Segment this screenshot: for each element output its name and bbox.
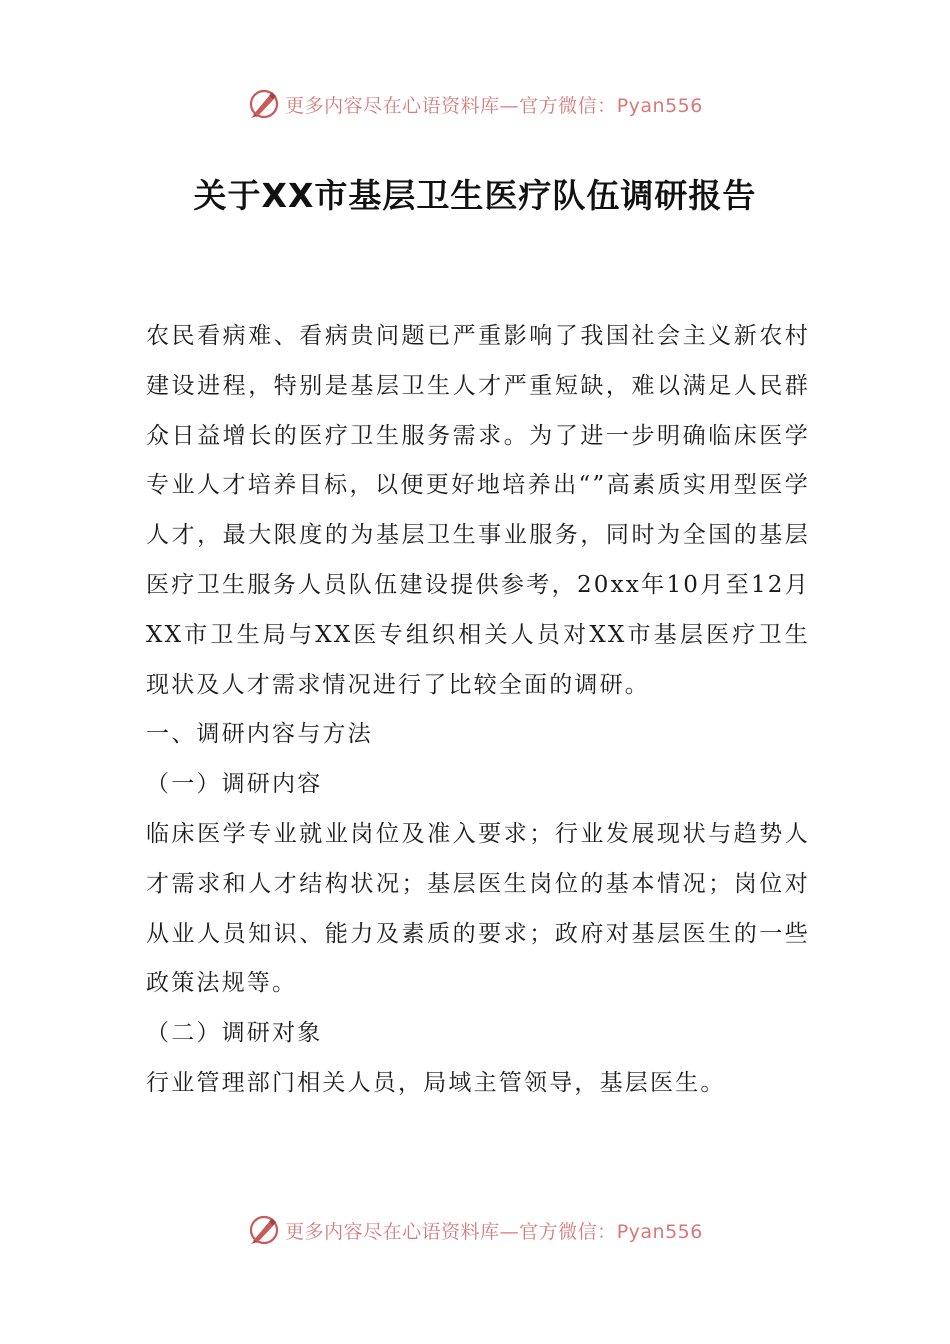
subsection-body-1: 临床医学专业就业岗位及准入要求；行业发展现状与趋势人才需求和人才结构状况；基层医生岗位的基本情况；岗位对从业人员知识、能力及素质的要求；政府对基层医生的一些政策法规等。 <box>146 820 810 997</box>
footer-watermark <box>0 1210 950 1250</box>
document-body <box>146 312 810 1109</box>
watermark-text: 更多内容尽在心语资料库—官方微信：Pyan556 <box>285 94 703 117</box>
watermark-text: 更多内容尽在心语资料库—官方微信：Pyan556 <box>285 1220 703 1243</box>
intro-paragraph: 农民看病难、看病贵问题已严重影响了我国社会主义新农村建设进程，特别是基层卫生人才严重短缺，难以满足人民群众日益增长的医疗卫生服务需求。为了进一步明确临床医学专业人才培养目标，以便更好地培养出“”高素质实用型医学人才，最大限度的为基层卫生事业服务，同时为全国的基层医疗卫生服务人员队伍建设提供参考，20xx年10月至12月XX市卫生局与XX医专组织相关人员对XX市基层医疗卫生现状及人才需求情况进行了比较全面的调研。 <box>146 323 810 698</box>
subsection-heading-1: （一）调研内容 <box>146 771 323 798</box>
pen-logo-icon <box>247 87 281 121</box>
subsection-body-2: 行业管理部门相关人员，局域主管领导，基层医生。 <box>146 1069 726 1096</box>
subsection-heading-2: （二）调研对象 <box>146 1020 323 1047</box>
header-watermark <box>0 84 950 124</box>
section-heading-1: 一、调研内容与方法 <box>146 721 373 748</box>
document-title: 关于XX市基层卫生医疗队伍调研报告 <box>193 176 757 215</box>
pen-logo-icon <box>247 1213 281 1247</box>
